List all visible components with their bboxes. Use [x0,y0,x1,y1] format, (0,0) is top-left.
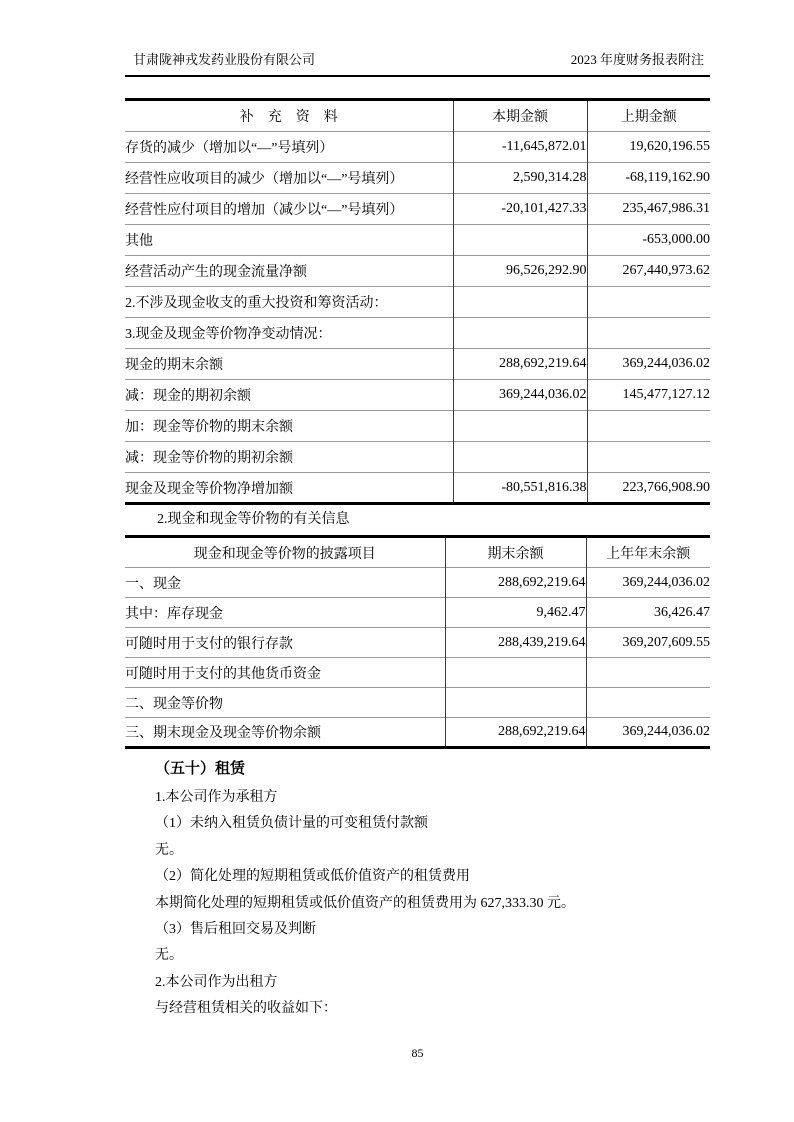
item-cell: 减：现金等价物的期初余额 [125,442,453,473]
table-row [125,194,710,225]
current-amount-cell [445,688,586,718]
current-amount-cell: 9,462.47 [445,598,586,628]
lease-paragraph: 1.本公司作为承租方 [155,790,278,805]
table-header-row [125,537,710,568]
prior-amount-cell [586,658,710,688]
table-row [125,318,710,349]
item-cell: 3.现金及现金等价物净变动情况： [125,318,453,349]
prior-amount-cell: 19,620,196.55 [587,132,710,163]
current-amount-cell [445,658,586,688]
table-row [125,256,710,287]
prior-amount-cell [587,318,710,349]
table-header-row [125,100,710,132]
item-cell: 经营性应收项目的减少（增加以“—”号填列） [125,163,453,194]
item-cell: 存货的减少（增加以“—”号填列） [125,132,453,163]
item-cell: 经营性应付项目的增加（减少以“—”号填列） [125,194,453,225]
column-header-prior-year: 上年年末余额 [586,537,710,568]
column-header-item: 补 充 资 料 [239,110,338,125]
column-header-ending: 期末余额 [445,537,586,568]
table-row [125,718,710,748]
cash-info-note: 2.现金和现金等价物的有关信息 [157,512,350,527]
prior-amount-cell: 223,766,908.90 [587,473,710,504]
column-header-current: 本期金额 [453,100,587,132]
item-cell: 可随时用于支付的其他货币资金 [125,658,445,688]
current-amount-cell: 288,692,219.64 [445,718,586,748]
table-row [125,349,710,380]
lease-paragraph: （3）售后租回交易及判断 [155,922,316,938]
prior-amount-cell: 235,467,986.31 [587,194,710,225]
company-name: 甘肃陇神戎发药业股份有限公司 [133,52,316,67]
table-row [125,598,710,628]
prior-amount-cell: 369,244,036.02 [587,349,710,380]
prior-amount-cell [587,287,710,318]
prior-amount-cell: 267,440,973.62 [587,256,710,287]
lease-section-heading: （五十）租赁 [155,761,246,777]
cash-equivalents-table [125,535,710,749]
lease-paragraph: （2）简化处理的短期租赁或低价值资产的租赁费用 [155,869,470,885]
item-cell: 二、现金等价物 [125,688,445,718]
prior-amount-cell: -68,119,162.90 [587,163,710,194]
current-amount-cell: 96,526,292.90 [453,256,587,287]
lease-paragraph: （1）未纳入租赁负债计量的可变租赁付款额 [155,816,428,832]
prior-amount-cell [586,688,710,718]
lease-paragraph: 与经营租赁相关的收益如下： [155,1001,337,1017]
prior-amount-cell: 145,477,127.12 [587,380,710,411]
prior-amount-cell: -653,000.00 [587,225,710,256]
prior-amount-cell: 369,207,609.55 [586,628,710,658]
current-amount-cell [453,225,587,256]
column-header-prior: 上期金额 [587,100,710,132]
table-row [125,442,710,473]
table-row [125,287,710,318]
table-row [125,473,710,504]
item-cell: 现金及现金等价物净增加额 [125,473,453,504]
item-cell: 减：现金的期初余额 [125,380,453,411]
current-amount-cell [453,442,587,473]
item-cell: 三、期末现金及现金等价物余额 [125,718,445,748]
item-cell: 一、现金 [125,568,445,598]
current-amount-cell: 288,439,219.64 [445,628,586,658]
prior-amount-cell: 369,244,036.02 [586,568,710,598]
table-row [125,225,710,256]
lease-section [125,758,710,1023]
current-amount-cell: -80,551,816.38 [453,473,587,504]
table-row [125,380,710,411]
current-amount-cell [453,287,587,318]
lease-paragraph: 无。 [155,842,183,858]
prior-amount-cell [587,411,710,442]
current-amount-cell [453,411,587,442]
lease-paragraph: 本期简化处理的短期租赁或低价值资产的租赁费用为 627,333.30 元。 [155,895,575,911]
item-cell: 其他 [125,225,453,256]
page-content [125,0,710,1023]
lease-paragraph: 2.本公司作为出租方 [155,974,278,990]
item-cell: 可随时用于支付的银行存款 [125,628,445,658]
prior-amount-cell [587,442,710,473]
item-cell: 经营活动产生的现金流量净额 [125,256,453,287]
item-cell: 2.不涉及现金收支的重大投资和筹资活动： [125,287,453,318]
current-amount-cell: 369,244,036.02 [453,380,587,411]
current-amount-cell: 2,590,314.28 [453,163,587,194]
page-number: 85 [411,1046,424,1060]
current-amount-cell: 288,692,219.64 [445,568,586,598]
table-row [125,132,710,163]
table-row [125,688,710,718]
current-amount-cell [453,318,587,349]
table-row [125,568,710,598]
lease-paragraph: 无。 [155,948,183,964]
table-row [125,628,710,658]
item-cell: 加：现金等价物的期末余额 [125,411,453,442]
table-row [125,163,710,194]
supplement-table [125,98,710,505]
current-amount-cell: -11,645,872.01 [453,132,587,163]
item-cell: 现金的期末余额 [125,349,453,380]
current-amount-cell: -20,101,427.33 [453,194,587,225]
report-title: 2023 年度财务报表附注 [570,52,704,67]
column-header-item: 现金和现金等价物的披露项目 [193,546,376,562]
table-row [125,658,710,688]
prior-amount-cell: 369,244,036.02 [586,718,710,748]
item-cell: 其中：库存现金 [125,598,445,628]
prior-amount-cell: 36,426.47 [586,598,710,628]
current-amount-cell: 288,692,219.64 [453,349,587,380]
table-row [125,411,710,442]
page-header [125,52,710,77]
